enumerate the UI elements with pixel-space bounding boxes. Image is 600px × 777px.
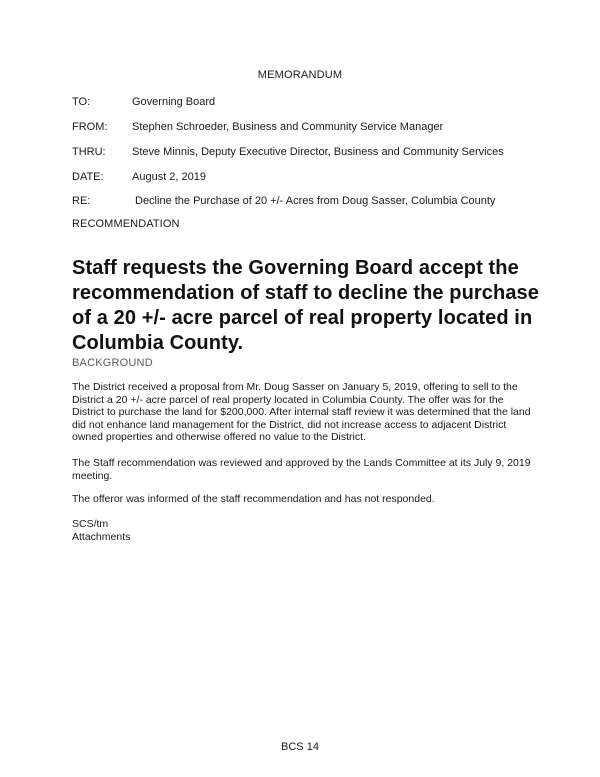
memo-thru-value: Steve Minnis, Deputy Executive Director, Business and Community Services <box>132 146 504 158</box>
memo-re-value: Decline the Purchase of 20 +/- Acres from Doug Sasser, Columbia County <box>135 195 496 207</box>
memo-re-label: RE: <box>72 195 91 207</box>
attachments-label: Attachments <box>72 531 131 543</box>
memo-from-label: FROM: <box>72 121 108 133</box>
memo-to-label: TO: <box>72 96 91 108</box>
background-heading: BACKGROUND <box>72 357 153 369</box>
memo-date-label: DATE: <box>72 171 104 183</box>
memo-from-value: Stephen Schroeder, Business and Community Service Manager <box>132 121 444 133</box>
memo-re-row <box>72 194 495 208</box>
memo-date-value: August 2, 2019 <box>132 171 207 183</box>
background-paragraph-3: The offeror was informed of the staff recommendation and has not responded. <box>72 493 435 505</box>
memo-title: MEMORANDUM <box>257 69 343 81</box>
memo-date-row <box>72 170 206 184</box>
page-code-footer: BCS 14 <box>281 741 319 753</box>
memo-thru-label: THRU: <box>72 146 106 158</box>
recommendation-heading: RECOMMENDATION <box>72 218 180 230</box>
signature-initials: SCS/tm <box>72 518 109 530</box>
memo-to-row <box>72 95 215 109</box>
background-paragraph-1: The District received a proposal from Mr. Doug Sasser on January 5, 2019, offering to sell to the District a 20 +/- acre parcel of real property located in Columbia County. The offer was for the District to purchase the land for $200,000. After internal staff review it was determined that the land did not enhance land management for the District, did not increase access to adjacent District owned properties and otherwise offered no value to the District. <box>72 381 531 443</box>
memo-to-value: Governing Board <box>132 96 216 108</box>
recommendation-text: Staff requests the Governing Board accept the recommendation of staff to decline the purchase of a 20 +/- acre parcel of real property located in Columbia County. <box>72 257 540 354</box>
memo-thru-row <box>72 145 504 159</box>
memo-from-row <box>72 120 443 134</box>
background-paragraph-2: The Staff recommendation was reviewed and approved by the Lands Committee at its July 9, 2019 meeting. <box>72 457 531 482</box>
